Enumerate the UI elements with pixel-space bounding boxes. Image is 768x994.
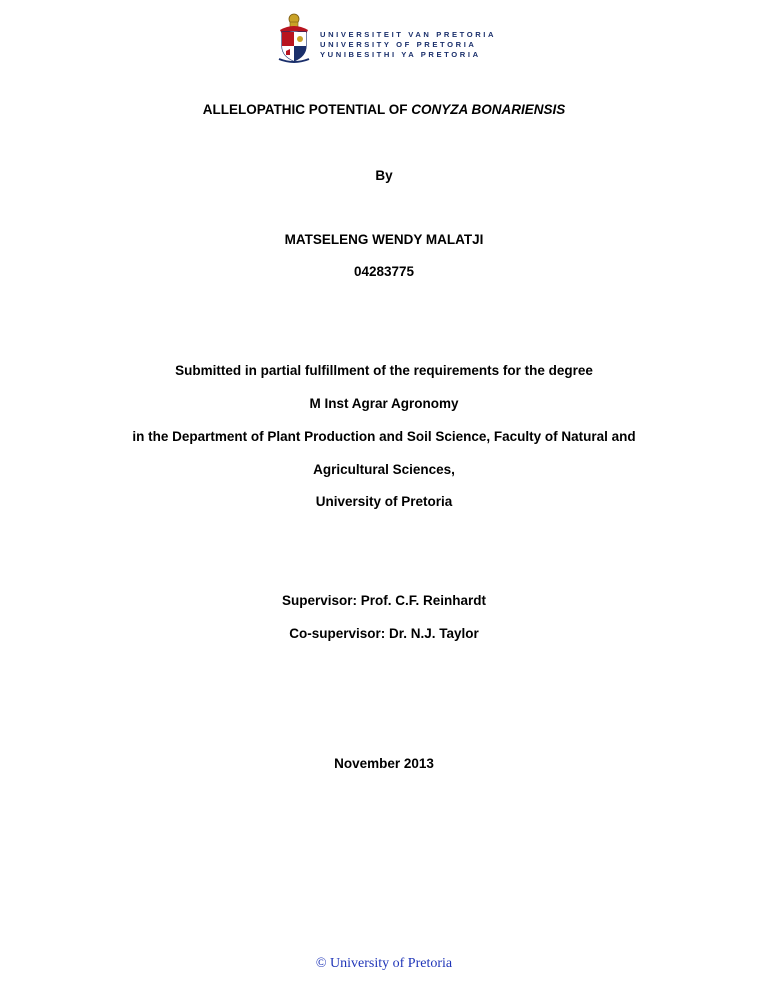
university-name-afrikaans: UNIVERSITEIT VAN PRETORIA — [320, 30, 497, 39]
university-name-english: UNIVERSITY OF PRETORIA — [320, 40, 477, 49]
department-line-2: Agricultural Sciences, — [313, 462, 455, 477]
department-line-1: in the Department of Plant Production and Soil Science, Faculty of Natural and — [132, 429, 636, 444]
submission-date: November 2013 — [334, 756, 434, 771]
thesis-title — [0, 102, 768, 117]
author-name: MATSELENG WENDY MALATJI — [284, 232, 484, 247]
copyright-footer: © University of Pretoria — [315, 956, 453, 971]
university-name-sepedi: YUNIBESITHI YA PRETORIA — [320, 50, 481, 59]
submission-statement: Submitted in partial fulfillment of the requirements for the degree — [175, 363, 593, 378]
thesis-title-species: CONYZA BONARIENSIS — [411, 102, 566, 117]
degree-name: M Inst Agrar Agronomy — [309, 396, 459, 411]
university-name-line: University of Pretoria — [315, 494, 453, 509]
by-label: By — [375, 168, 393, 183]
thesis-title-prefix: ALLELOPATHIC POTENTIAL OF — [202, 102, 412, 117]
student-number: 04283775 — [353, 264, 415, 279]
university-crest-icon — [276, 12, 312, 64]
co-supervisor: Co-supervisor: Dr. N.J. Taylor — [289, 626, 479, 641]
university-logo — [276, 12, 497, 64]
university-name — [320, 30, 496, 60]
supervisor: Supervisor: Prof. C.F. Reinhardt — [281, 593, 487, 608]
